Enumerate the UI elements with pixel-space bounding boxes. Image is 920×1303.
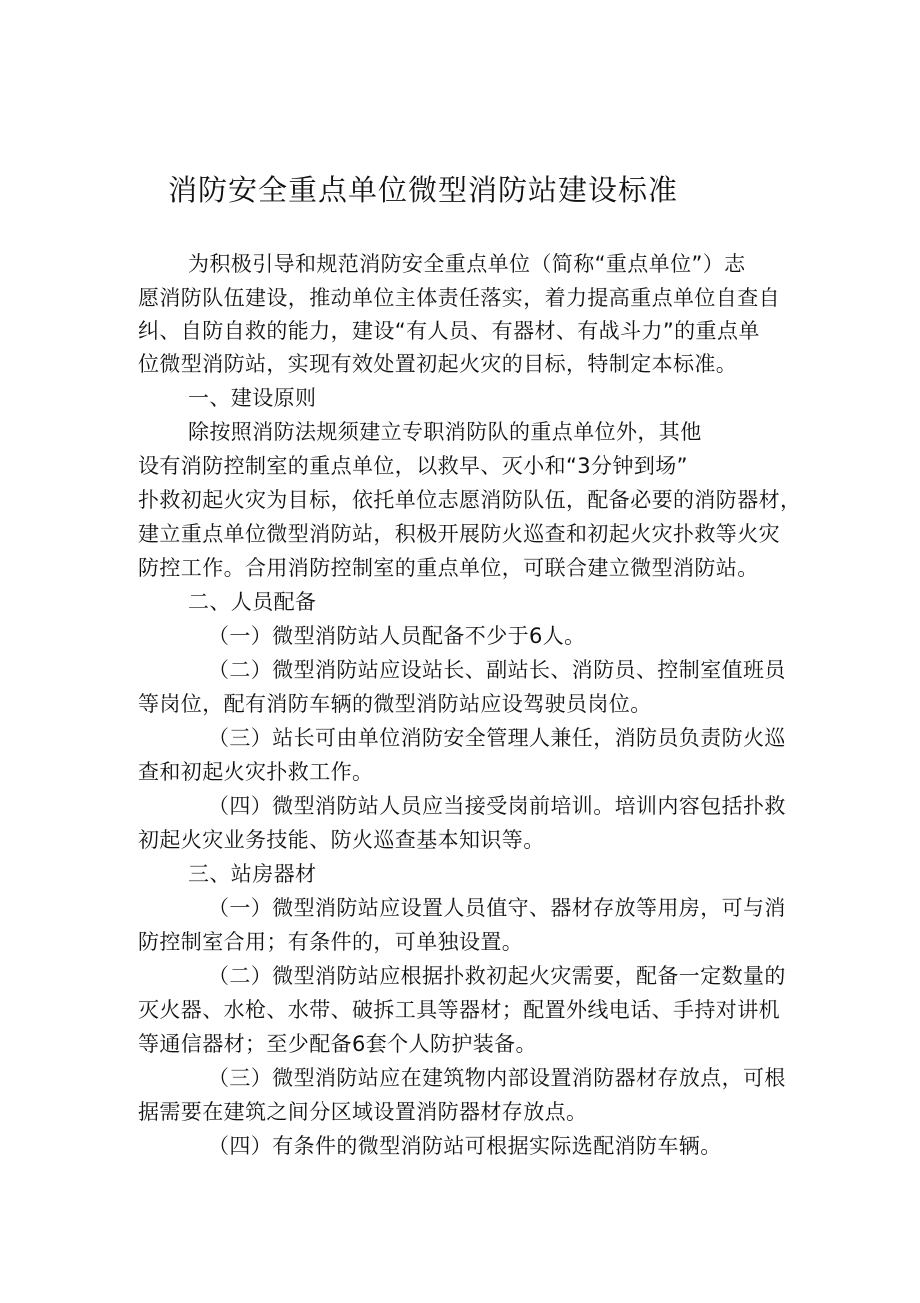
staff-line-7: 初起火灾业务技能、防火巡查基本知识等。 — [138, 828, 545, 852]
intro-line-4: 位微型消防站，实现有效处置初起火灾的目标，特制定本标准。 — [138, 352, 738, 376]
staff-line-5: 查和初起火灾扑救工作。 — [138, 760, 374, 784]
staff-line-6: （四）微型消防站人员应当接受岗前培训。培训内容包括扑救 — [208, 794, 786, 818]
staff-line-3: 等岗位，配有消防车辆的微型消防站应设驾驶员岗位。 — [138, 692, 652, 716]
intro-line-3: 纠、自防自救的能力，建设“有人员、有器材、有战斗力”的重点单 — [138, 319, 760, 343]
principle-line-4: 建立重点单位微型消防站，积极开展防火巡查和初起火灾扑救等火灾 — [138, 522, 780, 546]
equipment-line-8: （四）有条件的微型消防站可根据实际选配消防车辆。 — [208, 1134, 722, 1158]
equipment-line-7: 据需要在建筑之间分区域设置消防器材存放点。 — [138, 1100, 588, 1124]
equipment-line-4: 灭火器、水枪、水带、破拆工具等器材；配置外线电话、手持对讲机 — [138, 998, 780, 1022]
equipment-line-3: （二）微型消防站应根据扑救初起火灾需要，配备一定数量的 — [208, 964, 786, 988]
document-title: 消防安全重点单位微型消防站建设标准 — [168, 173, 679, 207]
section-heading-3: 三、站房器材 — [188, 862, 317, 886]
equipment-line-2: 防控制室合用；有条件的，可单独设置。 — [138, 930, 524, 954]
staff-line-1: （一）微型消防站人员配备不少于6人。 — [208, 624, 586, 648]
equipment-line-5: 等通信器材；至少配备6套个人防护装备。 — [138, 1032, 537, 1056]
equipment-line-1: （一）微型消防站应设置人员值守、器材存放等用房，可与消 — [208, 896, 786, 920]
section-heading-1: 一、建设原则 — [188, 386, 317, 410]
intro-line-1: 为积极引导和规范消防安全重点单位（简称“重点单位”）志 — [188, 252, 746, 276]
principle-line-2: 设有消防控制室的重点单位，以救早、灭小和“3分钟到场” — [138, 454, 688, 478]
principle-line-1: 除按照消防法规须建立专职消防队的重点单位外，其他 — [188, 420, 702, 444]
principle-line-5: 防控工作。合用消防控制室的重点单位，可联合建立微型消防站。 — [138, 556, 759, 580]
principle-line-3: 扑救初起火灾为目标，依托单位志愿消防队伍，配备必要的消防器材， — [138, 488, 802, 512]
staff-line-4: （三）站长可由单位消防安全管理人兼任，消防员负责防火巡 — [208, 726, 786, 750]
staff-line-2: （二）微型消防站应设站长、副站长、消防员、控制室值班员 — [208, 658, 786, 682]
intro-line-2: 愿消防队伍建设，推动单位主体责任落实，着力提高重点单位自查自 — [138, 286, 780, 310]
equipment-line-6: （三）微型消防站应在建筑物内部设置消防器材存放点，可根 — [208, 1066, 786, 1090]
section-heading-2: 二、人员配备 — [188, 590, 317, 614]
